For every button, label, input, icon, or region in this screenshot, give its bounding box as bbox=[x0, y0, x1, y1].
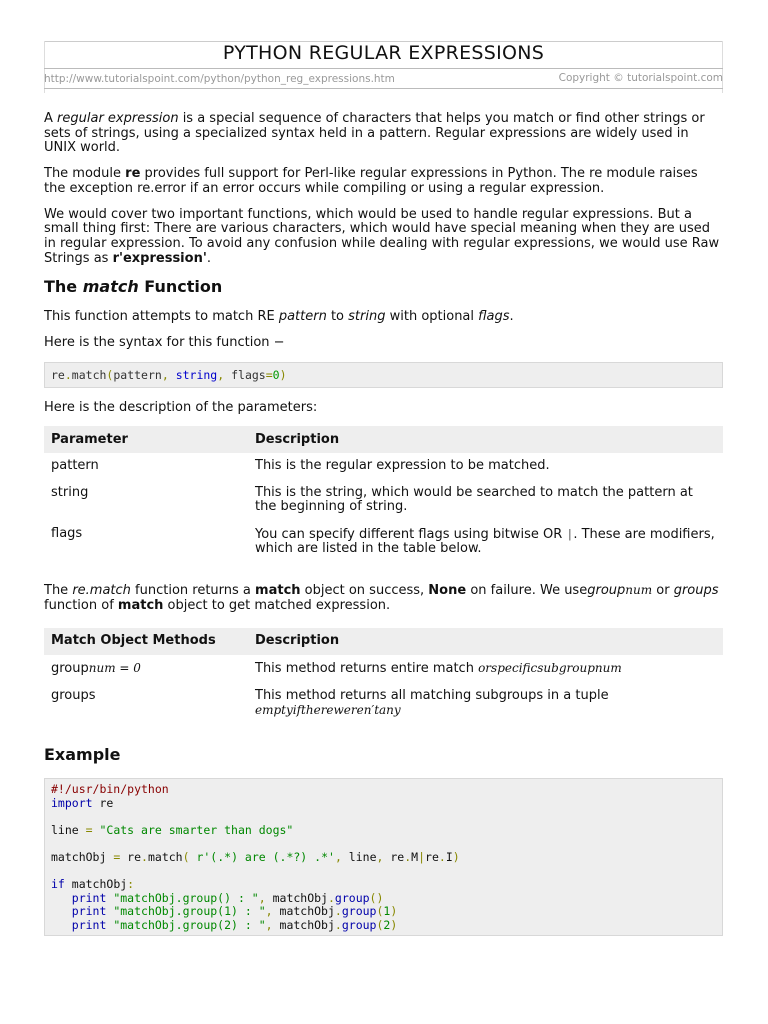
table-cell: You can specify different flags using bitwise OR |. These are modifiers, which are listed in the table below. bbox=[255, 526, 715, 557]
code-line: print "matchObj.group(2) : ", matchObj.group(2) bbox=[71, 918, 398, 933]
returns-paragraph: The re.match function returns a match object on success, None on failure. We usegroupnum or groups function of match object to get matched expression. bbox=[44, 582, 719, 613]
table-cell: This is the regular expression to be matched. bbox=[255, 458, 550, 474]
table-cell: string bbox=[51, 484, 89, 500]
syntax-intro: Here is the syntax for this function − bbox=[44, 335, 285, 351]
table-cell: groupnum = 0 bbox=[51, 661, 141, 677]
table-cell: pattern bbox=[51, 458, 99, 474]
copyright-notice: Copyright © tutorialspoint.com bbox=[558, 72, 723, 84]
intro-paragraph-3: We would cover two important functions, which would be used to handle regular expressions. But a small thing first: There are various characters, which would have special meaning when they are used in regular expression. To avoid any confusion while dealing with regular expressions, we would use Raw Strings as r'expression'. bbox=[44, 206, 720, 266]
table-row bbox=[44, 655, 723, 683]
table-cell: This is the string, which would be searched to match the pattern at the beginning of string. bbox=[255, 484, 693, 515]
parameters-table bbox=[44, 426, 723, 563]
match-methods-table bbox=[44, 628, 723, 725]
title-divider bbox=[44, 68, 723, 69]
code-line: import re bbox=[51, 795, 114, 810]
intro-paragraph-1: A regular expression is a special sequence of characters that helps you match or find other strings or sets of strings, using a specialized syntax held in a pattern. Regular expressions are widely used in UNIX world. bbox=[44, 111, 705, 156]
syntax-code-block: re.match(pattern, string, flags=0) bbox=[44, 362, 723, 388]
column-header: Parameter bbox=[44, 426, 248, 453]
table-row bbox=[44, 453, 723, 480]
table-cell: groups bbox=[51, 687, 96, 703]
code-line: if matchObj: bbox=[51, 877, 135, 892]
content-body bbox=[44, 112, 723, 936]
table-header-row bbox=[44, 628, 723, 655]
match-function-heading: The match Function bbox=[44, 277, 223, 297]
intro-paragraph-2: The module re provides full support for Perl-like regular expressions in Python. The re module raises the exception re.error if an error occurs while compiling or using a regular expression. bbox=[44, 166, 698, 196]
match-description: This function attempts to match RE pattern to string with optional flags. bbox=[44, 309, 514, 325]
code-line: #!/usr/bin/python bbox=[51, 781, 169, 796]
example-code-block bbox=[44, 778, 723, 936]
table-row bbox=[44, 521, 723, 563]
code-line: matchObj = re.match( r'(.*) are (.*?) .*', line, re.M|re.I) bbox=[51, 849, 460, 864]
example-heading: Example bbox=[44, 744, 121, 764]
table-row bbox=[44, 683, 723, 725]
column-header: Match Object Methods bbox=[44, 628, 248, 655]
column-header: Description bbox=[248, 426, 723, 453]
table-row bbox=[44, 480, 723, 521]
code-line: print "matchObj.group() : ", matchObj.group() bbox=[71, 890, 384, 905]
table-cell: flags bbox=[51, 525, 83, 541]
document-page bbox=[44, 41, 723, 981]
code-line: print "matchObj.group(1) : ", matchObj.group(1) bbox=[71, 904, 398, 919]
table-cell: This method returns entire match orspecificsubgroupnum bbox=[255, 661, 622, 677]
table-cell: This method returns all matching subgroups in a tuple emptyifthereweren′tany bbox=[255, 687, 609, 718]
code-line: line = "Cats are smarter than dogs" bbox=[51, 822, 294, 837]
table-header-row bbox=[44, 426, 723, 453]
url-divider bbox=[44, 88, 723, 89]
source-url[interactable]: http://www.tutorialspoint.com/python/python_reg_expressions.htm bbox=[44, 73, 395, 85]
column-header: Description bbox=[248, 628, 723, 655]
page-title: PYTHON REGULAR EXPRESSIONS bbox=[222, 42, 545, 64]
params-intro: Here is the description of the parameters: bbox=[44, 399, 318, 415]
